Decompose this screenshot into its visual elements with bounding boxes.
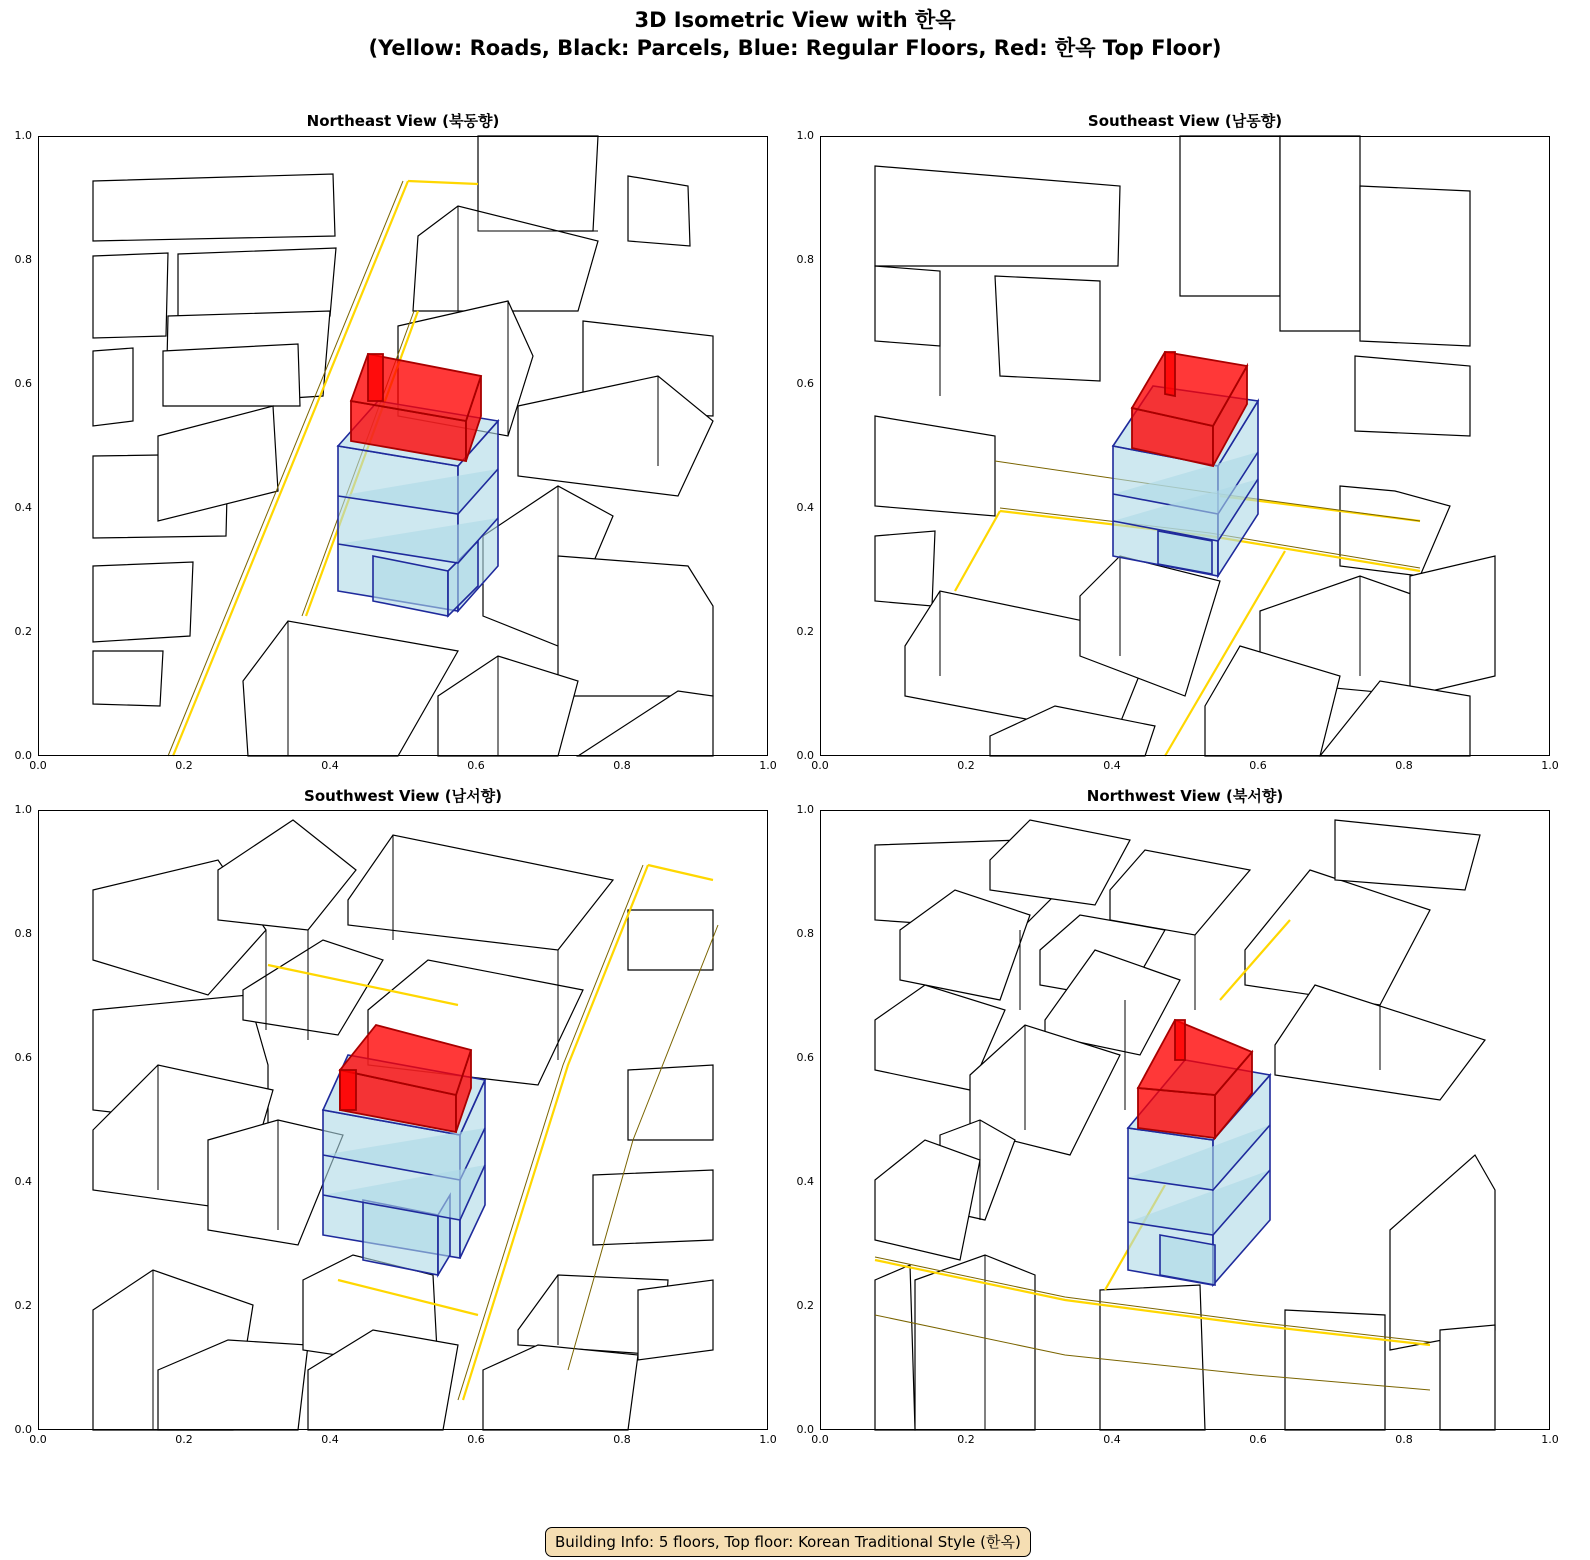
panel-southeast [820, 136, 1550, 756]
y-tick-label: 0.0 [796, 1423, 814, 1436]
figure-title-line2: (Yellow: Roads, Black: Parcels, Blue: Regular Floors, Red: 한옥 Top Floor) [368, 36, 1222, 60]
panel-northwest [820, 810, 1550, 1430]
x-tick-label: 0.2 [175, 1433, 193, 1446]
x-tick-label: 0.6 [467, 759, 485, 772]
x-tick-label: 1.0 [1541, 759, 1559, 772]
y-tick-label: 0.6 [14, 1051, 32, 1064]
panel-title-southwest: Southwest View (남서향) [304, 787, 502, 805]
x-tick-label: 0.2 [957, 1433, 975, 1446]
axes-frame [38, 136, 768, 756]
axes-frame [820, 810, 1550, 1430]
panel-southwest [38, 810, 768, 1430]
building-info-box: Building Info: 5 floors, Top floor: Korean Traditional Style (한옥) [545, 1527, 1031, 1557]
axes-frame [820, 136, 1550, 756]
x-tick-label: 0.4 [1103, 759, 1121, 772]
x-tick-label: 0.0 [811, 759, 829, 772]
panel-title-northwest: Northwest View (북서향) [1086, 787, 1284, 805]
y-tick-label: 0.2 [14, 1299, 32, 1312]
y-tick-label: 0.8 [796, 253, 814, 266]
x-tick-label: 0.8 [1395, 759, 1413, 772]
x-tick-label: 0.6 [1249, 759, 1267, 772]
x-tick-label: 0.4 [321, 1433, 339, 1446]
y-tick-label: 0.0 [796, 749, 814, 762]
x-tick-label: 0.6 [1249, 1433, 1267, 1446]
y-tick-label: 0.0 [14, 1423, 32, 1436]
x-tick-label: 0.4 [1103, 1433, 1121, 1446]
y-tick-label: 0.2 [796, 625, 814, 638]
y-tick-label: 0.8 [14, 253, 32, 266]
y-tick-label: 0.4 [796, 1175, 814, 1188]
panel-northeast [38, 136, 768, 756]
figure-title-line1: 3D Isometric View with 한옥 [634, 8, 956, 32]
x-tick-label: 0.4 [321, 759, 339, 772]
axes-frame [38, 810, 768, 1430]
y-tick-label: 0.8 [14, 927, 32, 940]
x-tick-label: 1.0 [759, 1433, 777, 1446]
y-tick-label: 0.6 [14, 377, 32, 390]
y-tick-label: 0.8 [796, 927, 814, 940]
y-tick-label: 0.0 [14, 749, 32, 762]
x-tick-label: 0.0 [29, 759, 47, 772]
panel-title-southeast: Southeast View (남동향) [1087, 112, 1283, 130]
x-tick-label: 0.6 [467, 1433, 485, 1446]
y-tick-label: 0.2 [14, 625, 32, 638]
y-tick-label: 0.4 [14, 501, 32, 514]
y-tick-label: 0.6 [796, 1051, 814, 1064]
x-tick-label: 1.0 [1541, 1433, 1559, 1446]
x-tick-label: 0.8 [613, 1433, 631, 1446]
panel-title-northeast: Northeast View (북동향) [306, 112, 500, 130]
x-tick-label: 0.0 [811, 1433, 829, 1446]
y-tick-label: 0.4 [14, 1175, 32, 1188]
x-tick-label: 1.0 [759, 759, 777, 772]
x-tick-label: 0.2 [957, 759, 975, 772]
x-tick-label: 0.2 [175, 759, 193, 772]
y-tick-label: 1.0 [14, 129, 32, 142]
y-tick-label: 1.0 [14, 803, 32, 816]
y-tick-label: 0.2 [796, 1299, 814, 1312]
x-tick-label: 0.0 [29, 1433, 47, 1446]
y-tick-label: 0.4 [796, 501, 814, 514]
y-tick-label: 1.0 [796, 129, 814, 142]
y-tick-label: 1.0 [796, 803, 814, 816]
x-tick-label: 0.8 [613, 759, 631, 772]
y-tick-label: 0.6 [796, 377, 814, 390]
x-tick-label: 0.8 [1395, 1433, 1413, 1446]
